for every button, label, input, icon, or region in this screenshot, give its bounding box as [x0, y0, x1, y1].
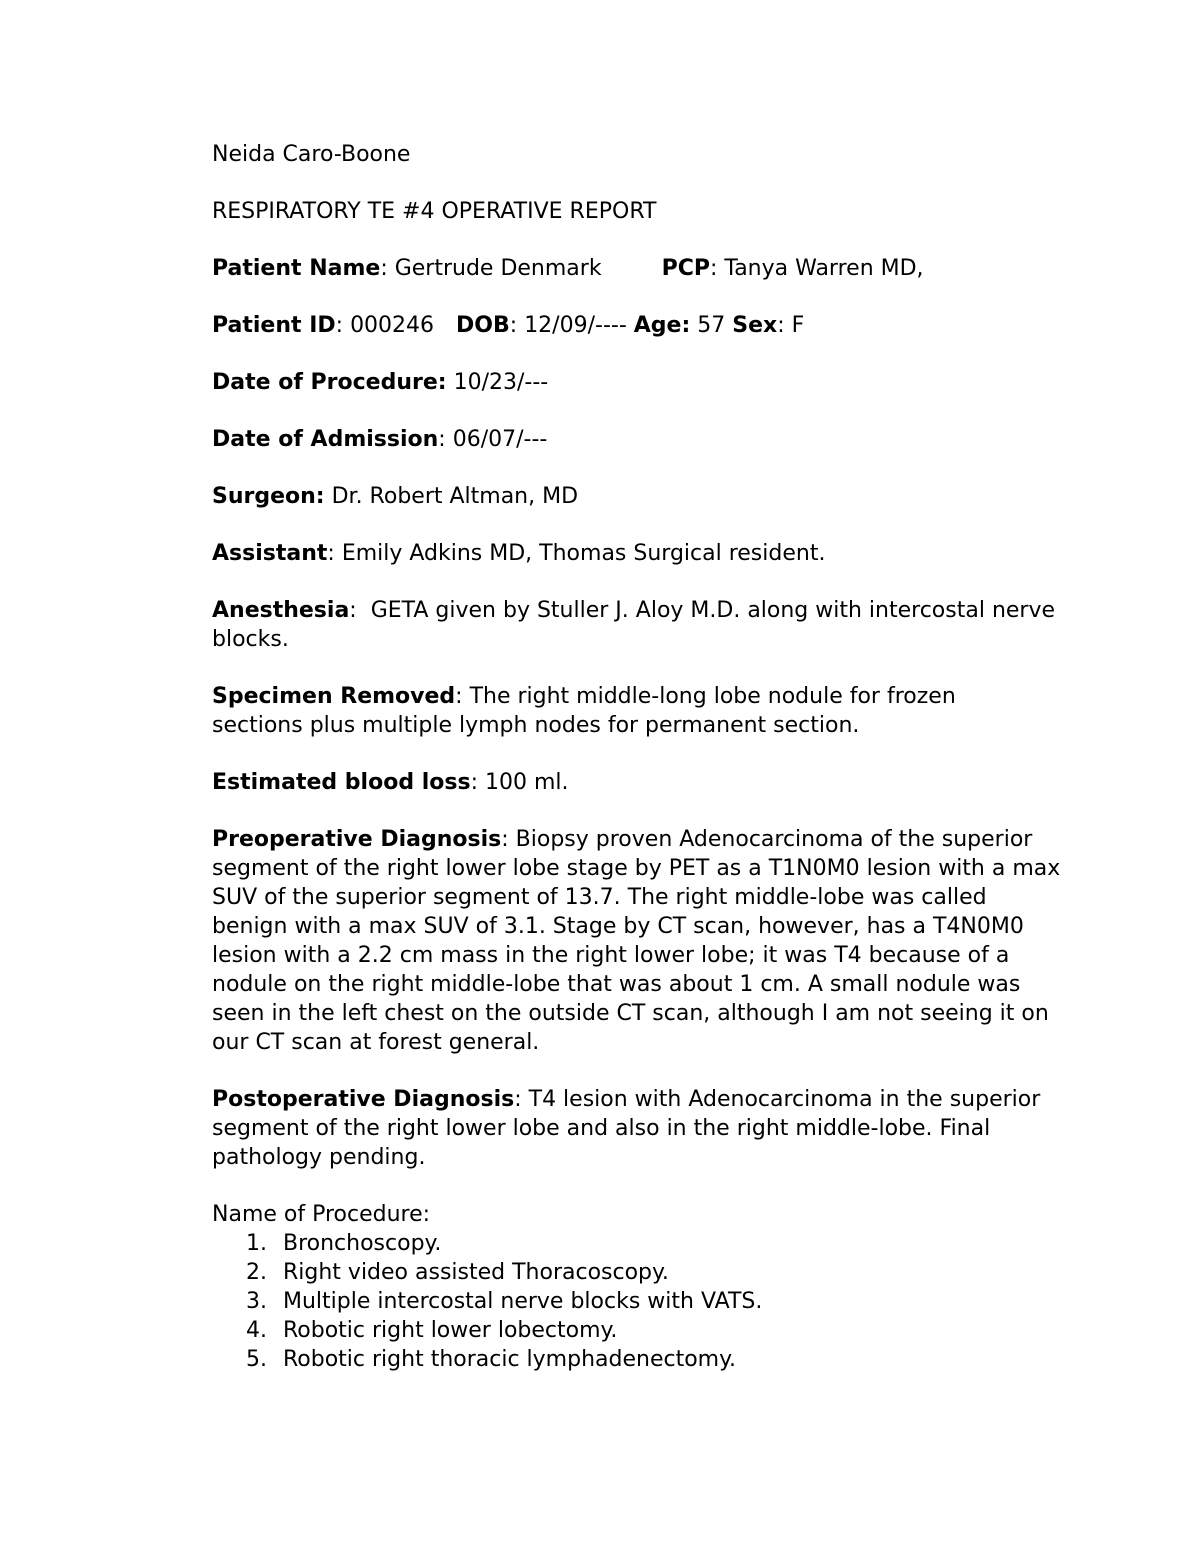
dob-value: 12/09/----	[524, 313, 627, 338]
anesthesia-label: Anesthesia	[212, 598, 350, 623]
list-item	[212, 1345, 1072, 1374]
patient-name-row: Patient Name: Gertrude Denmark PCP: Tanya Warren MD,	[212, 256, 924, 281]
postoperative-diagnosis-row: Postoperative Diagnosis: T4 lesion with Adenocarcinoma in the superior segment of the right lower lobe and also in the right middle-lobe. Final pathology pending.	[212, 1087, 1041, 1170]
surgeon-value: Dr. Robert Altman, MD	[331, 484, 579, 509]
surgeon-row	[212, 482, 1072, 511]
date-of-admission-row: Date of Admission: 06/07/---	[212, 427, 548, 452]
postoperative-diagnosis-label: Postoperative Diagnosis	[212, 1087, 515, 1112]
surgeon-label: Surgeon:	[212, 484, 325, 509]
list-item-text: Robotic right thoracic lymphadenectomy.	[283, 1347, 736, 1372]
estimated-blood-loss-row: Estimated blood loss: 100 ml.	[212, 770, 569, 795]
preoperative-diagnosis-row: Preoperative Diagnosis: Biopsy proven Adenocarcinoma of the superior segment of the right lower lobe stage by PET as a T1N0M0 lesion with a max SUV of the superior segment of 13.7. The right middle-lobe was called benign with a max SUV of 3.1. Stage by CT scan, however, has a T4N0M0 lesion with a 2.2 cm mass in the right lower lobe; it was T4 because of a nodule on the right middle-lobe that was about 1 cm. A small nodule was seen in the left chest on the outside CT scan, although I am not seeing it on our CT scan at forest general.	[212, 827, 1061, 1055]
preoperative-diagnosis-value: Biopsy proven Adenocarcinoma of the superior segment of the right lower lobe stage by PET as a T1N0M0 lesion with a max SUV of the superior segment of 13.7. The right middle-lobe was called benign with a max SUV of 3.1. Stage by CT scan, however, has a T4N0M0 lesion with a 2.2 cm mass in the right lower lobe; it was T4 because of a nodule on the right middle-lobe that was about 1 cm. A small nodule was seen in the left chest on the outside CT scan, although I am not seeing it on our CT scan at forest general.	[212, 827, 1061, 1055]
name-of-procedure-label: Name of Procedure:	[212, 1202, 431, 1227]
sex-label: Sex	[732, 313, 778, 338]
anesthesia-value: GETA given by Stuller J. Aloy M.D. along with intercostal nerve blocks.	[212, 598, 1056, 652]
patient-name-label: Patient Name	[212, 256, 381, 281]
date-of-admission-label: Date of Admission	[212, 427, 439, 452]
report-title: RESPIRATORY TE #4 OPERATIVE REPORT	[212, 199, 657, 224]
date-of-procedure-label: Date of Procedure:	[212, 370, 447, 395]
date-of-admission-value: 06/07/---	[452, 427, 548, 452]
patient-id-label: Patient ID	[212, 313, 336, 338]
pcp-value: Tanya Warren MD,	[724, 256, 924, 281]
list-item	[212, 1229, 1072, 1258]
age-label: Age:	[633, 313, 691, 338]
anesthesia-row: Anesthesia: GETA given by Stuller J. Aloy M.D. along with intercostal nerve blocks.	[212, 598, 1056, 652]
pcp-label: PCP	[661, 256, 710, 281]
specimen-removed-value: The right middle-long lobe nodule for frozen sections plus multiple lymph nodes for permanent section.	[212, 684, 956, 738]
list-item-number: 5.	[246, 1347, 267, 1372]
list-item-number: 3.	[246, 1289, 267, 1314]
date-of-procedure-value: 10/23/---	[453, 370, 549, 395]
assistant-label: Assistant	[212, 541, 328, 566]
dob-label: DOB	[456, 313, 510, 338]
list-item-number: 1.	[246, 1231, 267, 1256]
postoperative-diagnosis-value: T4 lesion with Adenocarcinoma in the superior segment of the right lower lobe and also in the right middle-lobe. Final pathology pending.	[212, 1087, 1041, 1170]
list-item	[212, 1258, 1072, 1287]
date-of-procedure-row	[212, 368, 1072, 397]
sex-value: F	[791, 313, 805, 338]
list-item-number: 2.	[246, 1260, 267, 1285]
list-item-number: 4.	[246, 1318, 267, 1343]
list-item	[212, 1287, 1072, 1316]
estimated-blood-loss-label: Estimated blood loss	[212, 770, 471, 795]
patient-id-row: Patient ID: 000246 DOB: 12/09/---- Age: 57 Sex: F	[212, 313, 805, 338]
age-value: 57	[697, 313, 726, 338]
list-item-text: Right video assisted Thoracoscopy.	[283, 1260, 669, 1285]
specimen-removed-label: Specimen Removed	[212, 684, 456, 709]
preoperative-diagnosis-label: Preoperative Diagnosis	[212, 827, 502, 852]
specimen-removed-row: Specimen Removed: The right middle-long lobe nodule for frozen sections plus multiple lymph nodes for permanent section.	[212, 684, 956, 738]
assistant-value: Emily Adkins MD, Thomas Surgical resident.	[341, 541, 826, 566]
name-of-procedure-section	[212, 1200, 1072, 1374]
list-item-text: Robotic right lower lobectomy.	[283, 1318, 618, 1343]
list-item-text: Multiple intercostal nerve blocks with VATS.	[283, 1289, 763, 1314]
patient-name-value: Gertrude Denmark	[394, 256, 602, 281]
assistant-row: Assistant: Emily Adkins MD, Thomas Surgical resident.	[212, 541, 826, 566]
procedure-list	[212, 1229, 1072, 1374]
pcp-field: PCP: Tanya Warren MD,	[661, 256, 924, 281]
list-item	[212, 1316, 1072, 1345]
estimated-blood-loss-value: 100 ml.	[484, 770, 569, 795]
operative-report-document	[212, 140, 1072, 1374]
author-name: Neida Caro-Boone	[212, 142, 411, 167]
patient-id-value: 000246	[350, 313, 435, 338]
list-item-text: Bronchoscopy.	[283, 1231, 442, 1256]
